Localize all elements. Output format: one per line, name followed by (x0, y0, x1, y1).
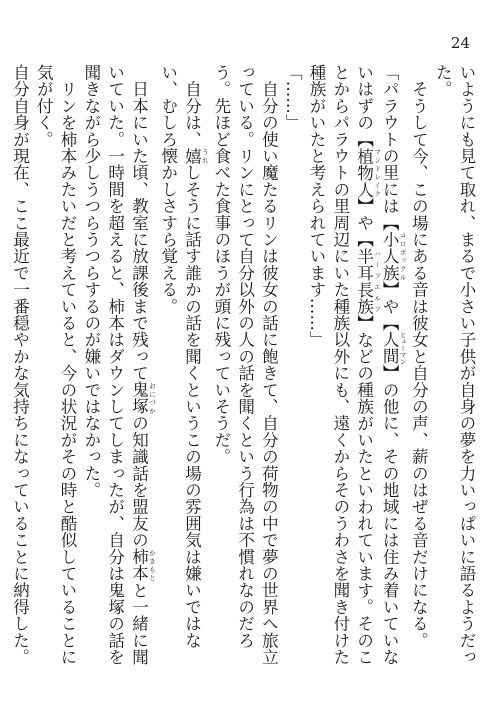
text-run: 】や【 (354, 197, 374, 248)
paragraph (156, 64, 209, 674)
paragraph-text: 自分の使い魔たるリンは彼女の話に飽きて、自分の荷物の中で夢の世界へ旅立っている。リンにとって自分以外の人の話を聞くという行為は不慣れなのだろう。先ほど食べた食事のほうが頭に残っていそうだ。 (211, 64, 279, 666)
ruby-base: 植物人 (354, 147, 374, 198)
text-run: の知識話を盟友の (129, 414, 149, 549)
text-run: 「パラウトの里には【 (380, 64, 400, 231)
ruby-ningen (380, 331, 407, 365)
paragraph: いようにも見て取れ、まるで小さい子供が自身の夢を力いっぱいに語るようだった。 (433, 64, 476, 666)
paragraph (79, 64, 156, 674)
text-run: しそうに話す誰かの話を聞くというこの場の雰囲気は嫌いではない、むしろ懐かしさすら覚える。 (158, 64, 202, 649)
ruby-onizuka (129, 381, 156, 415)
paragraph (209, 64, 280, 674)
paragraph (304, 64, 406, 674)
text-run: 自分は、 (182, 80, 202, 148)
ruby-text: ヒューマン (398, 331, 407, 365)
ruby-mandrake (354, 147, 382, 198)
paragraph (31, 64, 79, 674)
ruby-kobito (380, 231, 407, 282)
ruby-ureshi (182, 147, 210, 165)
paragraph: 「……」 (283, 64, 303, 131)
text-run: 】や【 (380, 281, 400, 332)
paragraph (407, 64, 431, 674)
ruby-base: 小人族 (380, 231, 400, 282)
ruby-base: 人間 (380, 331, 400, 365)
ruby-halfelf (354, 247, 382, 315)
ruby-base: 柿本 (129, 548, 149, 582)
ruby-text: うれ (201, 147, 210, 165)
ruby-text: マンドレイク (373, 147, 382, 198)
ruby-base: 鬼塚 (129, 381, 149, 415)
ruby-text: コロボックル (398, 231, 407, 282)
text-run: 】の他に、その地域には住み着いていないはずの【 (354, 64, 400, 666)
ruby-text: ハーフエルフ (373, 247, 382, 315)
text-run: と一緒に聞いていた。一時間を超えると、柿本はダウンしてしまったが、自分は鬼塚の話を聞きながら少しうつらうつらするのが嫌いではなかった。 (81, 64, 149, 666)
paragraph: 自分自身が現在、ここ最近で一番穏やかな気持ちになっていることに納得した。 (10, 64, 30, 666)
ruby-base: 半耳長族 (354, 247, 374, 315)
paragraph-text: そうして今、この場にある音は彼女と自分の声、薪のはぜる音だけになる。 (409, 80, 429, 649)
page-number: 24 (450, 34, 470, 52)
vertical-text-body (10, 64, 478, 674)
paragraph-text: リンを柿本みたいだと考えていると、今の状況がその時と酷似していることに気が付く。 (34, 64, 78, 666)
ruby-text: かきもと (147, 548, 156, 582)
text-run: 】などの種族がいたといわれています。そのことからパラウトの里周辺にいた種族以外にも、遠くからそのうわさを聞き付けた種族がいたと考えられています……」 (307, 64, 374, 666)
ruby-base: 嬉 (182, 147, 202, 165)
text-run: 日本にいた頃、教室に放課後まで残って (129, 80, 149, 382)
ruby-kakimoto (129, 548, 156, 582)
ruby-text: おにづか (147, 381, 156, 415)
